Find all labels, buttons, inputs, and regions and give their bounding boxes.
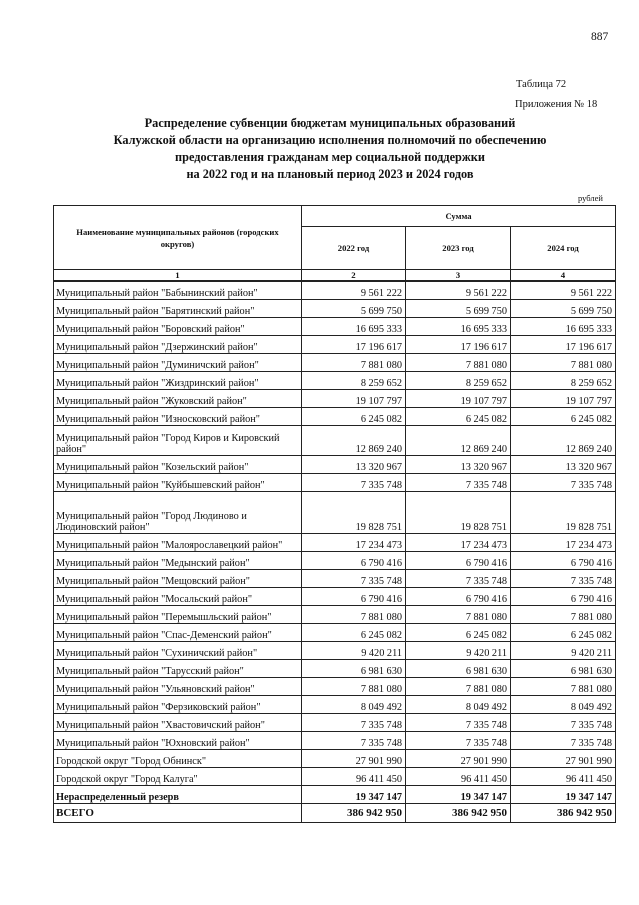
column-number: 4 [511,270,616,282]
table-row [54,678,616,696]
value-2023: 9 561 222 [406,281,511,300]
value-2023: 8 049 492 [406,696,511,714]
header-year-2023: 2023 год [406,227,511,270]
value-2022: 9 420 211 [302,642,406,660]
table-label: Таблица 72 [516,79,567,90]
value-2024: 6 790 416 [511,588,616,606]
row-name: Муниципальный район "Мещовский район" [54,570,302,588]
table-row [54,300,616,318]
value-2022: 7 335 748 [302,570,406,588]
row-name: Муниципальный район "Жиздринский район" [54,372,302,390]
units-label: рублей [578,193,603,203]
value-2023: 7 881 080 [406,354,511,372]
table-row [54,456,616,474]
row-name: Муниципальный район "Ульяновский район" [54,678,302,696]
value-2024: 6 981 630 [511,660,616,678]
value-2022: 8 259 652 [302,372,406,390]
value-2023: 17 196 617 [406,336,511,354]
table-row [54,474,616,492]
value-2023: 13 320 967 [406,456,511,474]
table-row [54,714,616,732]
value-2024: 9 420 211 [511,642,616,660]
value-2023: 5 699 750 [406,300,511,318]
page-number: 887 [591,31,609,43]
value-2023: 6 790 416 [406,588,511,606]
value-2023: 6 245 082 [406,624,511,642]
row-name: Муниципальный район "Износковский район" [54,408,302,426]
value-2023: 12 869 240 [406,426,511,456]
value-2023: 7 335 748 [406,474,511,492]
value-2023: 9 420 211 [406,642,511,660]
value-2024: 8 049 492 [511,696,616,714]
appendix-label: Приложения № 18 [515,99,598,110]
title-line: Калужской области на организацию исполнения полномочий по обеспечению [113,133,547,147]
row-name: Муниципальный район "Спас-Деменский район" [54,624,302,642]
value-2022: 17 196 617 [302,336,406,354]
table-row [54,732,616,750]
row-name: Муниципальный район "Город Людиново и Людиновский район" [54,492,302,534]
value-2023: 386 942 950 [406,804,511,823]
value-2024: 12 869 240 [511,426,616,456]
value-2022: 19 347 147 [302,786,406,804]
row-name: Муниципальный район "Ферзиковский район" [54,696,302,714]
row-name: Муниципальный район "Жуковский район" [54,390,302,408]
value-2023: 8 259 652 [406,372,511,390]
row-name: Муниципальный район "Думиничский район" [54,354,302,372]
value-2022: 6 790 416 [302,588,406,606]
column-number: 3 [406,270,511,282]
row-name: Муниципальный район "Бабынинский район" [54,281,302,300]
value-2024: 7 335 748 [511,570,616,588]
value-2024: 7 335 748 [511,474,616,492]
value-2023: 7 335 748 [406,732,511,750]
table-row [54,624,616,642]
value-2023: 6 790 416 [406,552,511,570]
header-name-column: Наименование муниципальных районов (городских округов) [54,206,302,270]
value-2023: 7 881 080 [406,606,511,624]
row-name: Муниципальный район "Тарусский район" [54,660,302,678]
value-2024: 7 881 080 [511,678,616,696]
table-row [54,552,616,570]
value-2022: 7 335 748 [302,714,406,732]
value-2024: 7 881 080 [511,606,616,624]
value-2022: 386 942 950 [302,804,406,823]
value-2022: 19 107 797 [302,390,406,408]
value-2024: 13 320 967 [511,456,616,474]
reserve-row [54,786,616,804]
value-2022: 12 869 240 [302,426,406,456]
table-row [54,354,616,372]
row-name: Муниципальный район "Перемышльский район" [54,606,302,624]
value-2023: 7 335 748 [406,714,511,732]
value-2023: 17 234 473 [406,534,511,552]
row-name: Муниципальный район "Сухиничский район" [54,642,302,660]
table-row [54,408,616,426]
value-2024: 7 335 748 [511,732,616,750]
header-year-2024: 2024 год [511,227,616,270]
table-row [54,606,616,624]
value-2022: 8 049 492 [302,696,406,714]
value-2022: 5 699 750 [302,300,406,318]
row-name: Муниципальный район "Козельский район" [54,456,302,474]
table-row [54,696,616,714]
value-2024: 7 881 080 [511,354,616,372]
title-line: Распределение субвенции бюджетам муниципальных образований [144,116,516,130]
row-name: Городской округ "Город Обнинск" [54,750,302,768]
value-2022: 16 695 333 [302,318,406,336]
value-2022: 7 335 748 [302,474,406,492]
value-2022: 6 981 630 [302,660,406,678]
value-2024: 5 699 750 [511,300,616,318]
title-line: на 2022 год и на плановый период 2023 и 2024 годов [186,167,474,181]
table-row [54,570,616,588]
table-row [54,318,616,336]
document-title [60,115,600,183]
value-2024: 96 411 450 [511,768,616,786]
value-2023: 7 335 748 [406,570,511,588]
row-name: Муниципальный район "Барятинский район" [54,300,302,318]
row-name: Муниципальный район "Медынский район" [54,552,302,570]
column-number: 1 [54,270,302,282]
subvention-table [53,205,616,823]
table-row [54,390,616,408]
value-2022: 6 245 082 [302,408,406,426]
value-2024: 7 335 748 [511,714,616,732]
value-2024: 6 790 416 [511,552,616,570]
table-row [54,372,616,390]
table-row [54,660,616,678]
value-2022: 19 828 751 [302,492,406,534]
row-name: Муниципальный район "Мосальский район" [54,588,302,606]
table-row [54,426,616,456]
value-2023: 19 828 751 [406,492,511,534]
header-sum: Сумма [302,206,616,227]
value-2024: 16 695 333 [511,318,616,336]
value-2022: 7 881 080 [302,354,406,372]
value-2022: 7 881 080 [302,606,406,624]
title-line: предоставления гражданам мер социальной поддержки [175,150,485,164]
table-row [54,642,616,660]
row-name: Муниципальный район "Юхновский район" [54,732,302,750]
row-name: Муниципальный район "Куйбышевский район" [54,474,302,492]
table-row [54,768,616,786]
row-name: Муниципальный район "Дзержинский район" [54,336,302,354]
header-year-2022: 2022 год [302,227,406,270]
value-2024: 9 561 222 [511,281,616,300]
value-2024: 27 901 990 [511,750,616,768]
total-row [54,804,616,823]
value-2022: 6 790 416 [302,552,406,570]
value-2022: 96 411 450 [302,768,406,786]
value-2022: 13 320 967 [302,456,406,474]
column-number: 2 [302,270,406,282]
value-2024: 19 107 797 [511,390,616,408]
value-2023: 7 881 080 [406,678,511,696]
value-2024: 6 245 082 [511,408,616,426]
row-name: Муниципальный район "Малоярославецкий район" [54,534,302,552]
row-name: Муниципальный район "Боровский район" [54,318,302,336]
value-2022: 9 561 222 [302,281,406,300]
value-2024: 19 828 751 [511,492,616,534]
table-row [54,534,616,552]
row-name: Городской округ "Город Калуга" [54,768,302,786]
value-2022: 7 881 080 [302,678,406,696]
value-2024: 6 245 082 [511,624,616,642]
value-2024: 17 234 473 [511,534,616,552]
value-2023: 6 245 082 [406,408,511,426]
value-2022: 7 335 748 [302,732,406,750]
table-row [54,750,616,768]
row-name: Муниципальный район "Город Киров и Кировский район" [54,426,302,456]
value-2023: 96 411 450 [406,768,511,786]
table-row [54,281,616,300]
value-2023: 19 107 797 [406,390,511,408]
value-2022: 17 234 473 [302,534,406,552]
value-2024: 19 347 147 [511,786,616,804]
table-row [54,336,616,354]
value-2023: 6 981 630 [406,660,511,678]
value-2022: 6 245 082 [302,624,406,642]
row-name: ВСЕГО [54,804,302,823]
value-2024: 386 942 950 [511,804,616,823]
row-name: Нераспределенный резерв [54,786,302,804]
value-2023: 19 347 147 [406,786,511,804]
value-2024: 17 196 617 [511,336,616,354]
value-2023: 16 695 333 [406,318,511,336]
table-row [54,492,616,534]
table-row [54,588,616,606]
value-2024: 8 259 652 [511,372,616,390]
row-name: Муниципальный район "Хвастовичский район" [54,714,302,732]
value-2023: 27 901 990 [406,750,511,768]
value-2022: 27 901 990 [302,750,406,768]
